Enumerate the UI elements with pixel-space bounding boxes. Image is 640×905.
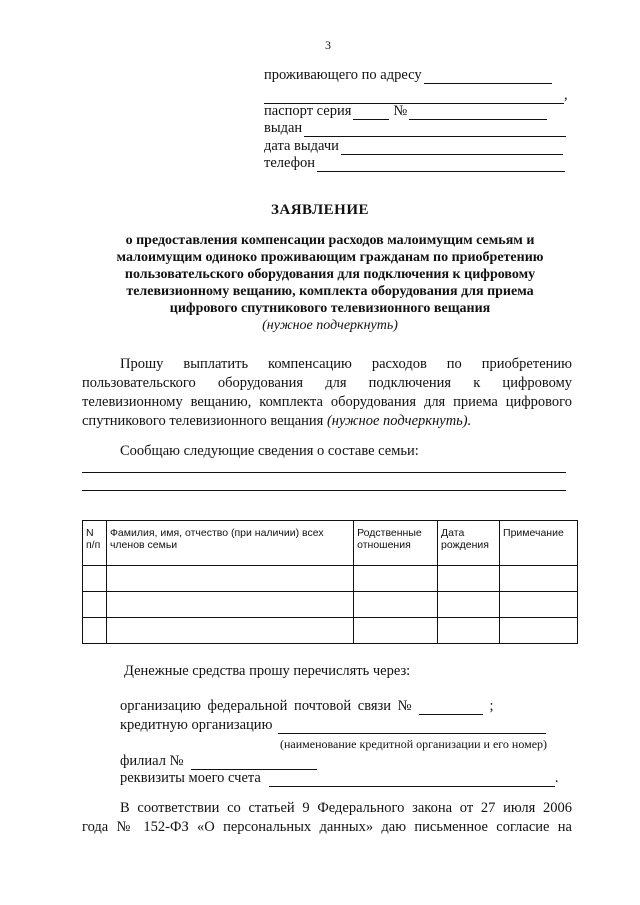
table-cell[interactable] [438,618,500,644]
passport-series-label: паспорт серия [264,103,352,119]
table-cell[interactable] [354,618,438,644]
subtitle-line: телевизионному вещанию, комплекта оборудования для приема [126,284,534,299]
address-comma: , [564,87,568,103]
family-intro: Сообщаю следующие сведения о составе семьи: [120,443,419,459]
table-cell[interactable] [83,592,107,618]
table-cell[interactable] [500,566,578,592]
address-blank[interactable] [424,69,552,84]
postal-label: организацию федеральной почтовой связи № [120,698,412,714]
table-cell[interactable] [438,592,500,618]
issued-by-field[interactable] [264,119,566,137]
table-row [83,566,578,592]
family-blank-line-1[interactable] [82,472,566,473]
branch-blank[interactable] [191,755,317,770]
issue-date-label: дата выдачи [264,138,339,154]
issue-date-blank[interactable] [341,140,563,155]
consent-line-2: года № 152-ФЗ «О персональных данных» даю письменное согласие на [82,819,572,835]
family-blank-line-2[interactable] [82,490,566,491]
document-title: ЗАЯВЛЕНИЕ [270,202,370,218]
subtitle-line: пользовательского оборудования для подключения к цифровому [124,267,536,282]
subtitle-line: о предоставления компенсации расходов малоимущим семьям и [125,233,535,248]
table-cell[interactable] [500,592,578,618]
subtitle-line: цифрового спутникового телевизионного вещания [169,301,491,316]
table-cell[interactable] [106,566,353,592]
account-field[interactable] [120,769,560,787]
issued-by-blank[interactable] [304,122,566,137]
passport-series-blank[interactable] [353,105,389,120]
table-cell[interactable] [106,592,353,618]
consent-line-1: В соответствии со статьей 9 Федерального закона от 27 июля 2006 [120,800,572,816]
header-full-name: Фамилия, имя, отчество (при наличии) всех членов семьи [106,521,353,566]
table-cell[interactable] [500,618,578,644]
phone-field[interactable] [264,154,565,172]
account-end: . [554,770,559,786]
credit-label: кредитную организацию [120,717,273,733]
subtitle-note: (нужное подчеркнуть) [262,318,398,333]
table-cell[interactable] [438,566,500,592]
table-cell[interactable] [354,592,438,618]
postal-field[interactable] [120,697,496,715]
subtitle-line: малоимущим одиноко проживающим гражданам по приобретению [116,250,544,265]
table-cell[interactable] [354,566,438,592]
header-birth-date: Дата рождения [438,521,500,566]
credit-blank[interactable] [278,719,546,734]
phone-blank[interactable] [317,157,565,172]
address-field[interactable] [264,66,552,84]
header-note: Примечание [500,521,578,566]
header-relationship: Родственные отношения [354,521,438,566]
table-row [83,592,578,618]
passport-number-label: № [393,103,408,119]
credit-org-field[interactable] [120,716,546,734]
account-label: реквизиты моего счета [120,770,261,786]
table-cell[interactable] [83,618,107,644]
request-note: (нужное подчеркнуть). [326,413,472,429]
page-number: 3 [325,38,331,52]
branch-label: филиал № [120,753,184,769]
passport-field[interactable] [264,102,547,120]
payment-intro: Денежные средства прошу перечислять через: [124,663,411,679]
table-cell[interactable] [83,566,107,592]
address-label: проживающего по адресу [264,67,422,83]
table-row [83,618,578,644]
request-text: Прошу выплатить компенсацию расходов по приобретению пользовательского оборудования для подключения к цифровому телевизионному вещанию, комплекта оборудования для приема цифрового спутникового телевизионного вещания [82,356,572,429]
phone-label: телефон [264,155,316,171]
document-subtitle [70,232,590,334]
issued-by-label: выдан [264,120,303,136]
branch-field[interactable] [120,752,317,770]
family-table [82,520,578,644]
header-number: N п/п [83,521,107,566]
table-cell[interactable] [106,618,353,644]
passport-number-blank[interactable] [409,105,547,120]
request-paragraph [82,355,572,431]
issue-date-field[interactable] [264,137,563,155]
account-blank[interactable] [269,772,555,787]
postal-end: ; [489,698,494,714]
postal-blank[interactable] [419,700,483,715]
table-header-row [83,521,578,566]
credit-hint: (наименование кредитной организации и его номер) [280,737,548,751]
